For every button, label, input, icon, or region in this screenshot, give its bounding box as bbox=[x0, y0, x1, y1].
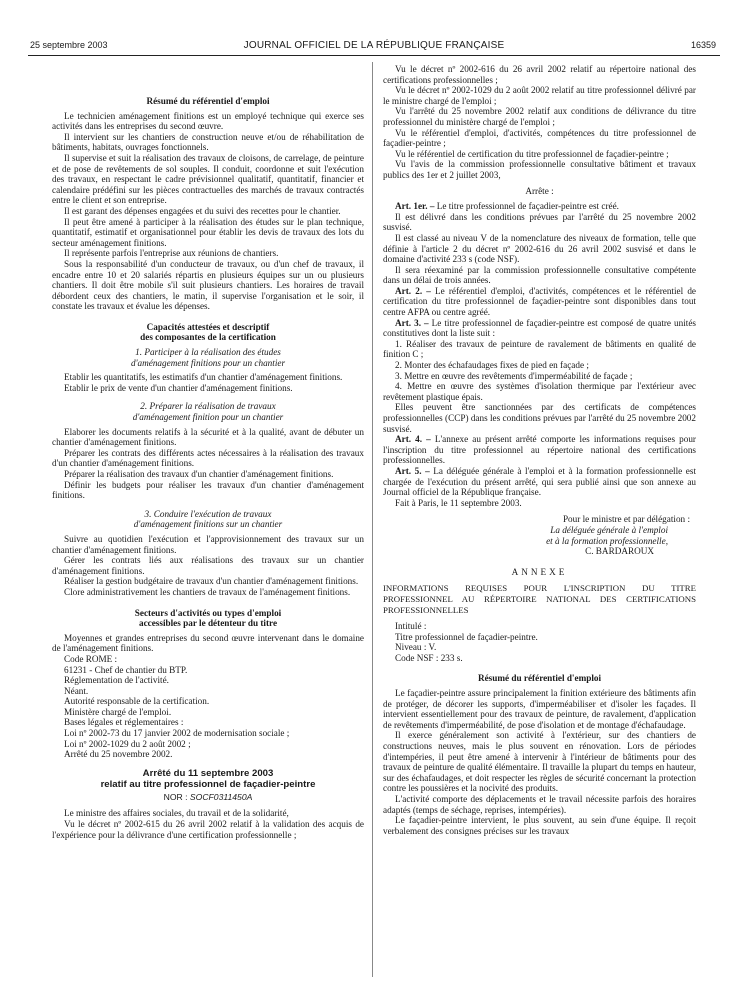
paragraph: Il supervise et suit la réalisation des travaux de cloisons, de carrelage, de peinture et de pose de revêtements de sol souples. Il conduit, coordonne et suit l'exécution des travaux, en respectant le cadre prévisionnel qualitatif, quantitatif, financier et calendaire prédéfini sur les pièces contractuelles des marchés de travaux contractés entre le client et son entreprise. bbox=[52, 152, 364, 206]
header-date: 25 septembre 2003 bbox=[30, 40, 108, 50]
annex-info-heading: INFORMATIONS REQUISES POUR L'INSCRIPTION DU TITRE PROFESSIONNEL AU RÉPERTOIRE NATIONAL DES CERTIFICATIONS PROFESSIONNELLES bbox=[383, 583, 696, 615]
paragraph: Il sera réexaminé par la commission professionnelle consultative compétente dans un délai de trois années. bbox=[383, 264, 696, 286]
paragraph: Gérer les contrats liés aux réalisations des travaux sur un chantier d'aménagement finitions. bbox=[52, 555, 364, 576]
signature-title: La déléguée générale à l'emploi bbox=[550, 524, 668, 535]
list-line: Réglementation de l'activité. bbox=[64, 675, 169, 686]
list-line: Loi nº 2002-73 du 17 janvier 2002 de modernisation sociale ; bbox=[64, 728, 290, 739]
annex-line: Code NSF : 233 s. bbox=[395, 652, 463, 663]
list-item: 3. Mettre en œuvre des revêtements d'imperméabilité de façade ; bbox=[395, 370, 633, 381]
list-item: 4. Mettre en œuvre des systèmes d'isolation thermique par l'extérieur avec revêtement plastique épais. bbox=[383, 381, 696, 402]
subsection-heading: d'aménagement finitions pour un chantier bbox=[130, 357, 286, 368]
header-page-number: 16359 bbox=[690, 40, 716, 50]
left-column bbox=[52, 90, 364, 840]
paragraph: Le façadier-peintre intervient, le plus souvent, au sein d'une équipe. Il reçoit verbalement des consignes précises sur les travaux bbox=[383, 815, 696, 836]
paragraph: Etablir les quantitatifs, les estimatifs d'un chantier d'aménagement finitions. bbox=[64, 372, 343, 383]
paragraph: Réaliser la gestion budgétaire de travaux d'un chantier d'aménagement finitions. bbox=[64, 576, 359, 587]
paragraph: Il exerce généralement son activité à l'extérieur, sur des chantiers de constructions neuves, mais le plus souvent en rénovation. Lors de périodes d'intempéries, il peut être amené à intervenir à l'intérieur de bâtiments pour des travaux de peinture de qualité élémentaire. Il travaille la plupart du temps en hauteur, sur des échafaudages, et doit respecter les règles de sécurité concernant la protection contre les poussières et la nocivité des produits. bbox=[383, 730, 696, 794]
paragraph: Etablir le prix de vente d'un chantier d'aménagement finitions. bbox=[64, 382, 293, 393]
subsection-heading: d'aménagement finitions sur un chantier bbox=[133, 519, 283, 530]
paragraph: Il est délivré dans les conditions prévues par l'arrêté du 25 novembre 2002 susvisé. bbox=[383, 211, 696, 233]
article-label: Art. 4. – bbox=[395, 434, 431, 445]
visa-line: Vu le référentiel de certification du titre professionnel de façadier-peintre ; bbox=[395, 148, 669, 159]
list-item: 2. Monter des échafaudages fixes de pied en façade ; bbox=[395, 360, 589, 371]
signature-place-date: Fait à Paris, le 11 septembre 2003. bbox=[395, 497, 522, 508]
paragraph: Il représente parfois l'entreprise aux réunions de chantiers. bbox=[64, 248, 279, 259]
article-text: Le titre professionnel de façadier-peintre est créé. bbox=[436, 201, 619, 212]
subsection-heading: 1. Participer à la réalisation des études bbox=[135, 347, 281, 358]
signature-title: et à la formation professionnelle, bbox=[546, 535, 668, 546]
paragraph: Clore administrativement les chantiers de travaux de l'aménagement finitions. bbox=[64, 586, 351, 597]
signature-delegation: Pour le ministre et par délégation : bbox=[562, 514, 690, 525]
annex-line: Titre professionnel de façadier-peintre. bbox=[395, 631, 538, 642]
paragraph: Il intervient sur les chantiers de construction neuve et/ou de réhabilitation de bâtiments, habitats, ouvrages fonctionnels. bbox=[52, 131, 364, 153]
article-label: Art. 3. – bbox=[395, 317, 429, 328]
article-label: Art. 2. – bbox=[395, 285, 431, 296]
paragraph: Le façadier-peintre assure principalement la finition extérieure des bâtiments afin de protéger, de décorer les supports, d'imperméabiliser et d'isoler les façades. Il intervient essentiellement pour des travaux de peinture, de ravalement, d'application de revêtements d'imperméabilité, de pose d'isolation et de montage d'échafaudage. bbox=[383, 688, 696, 730]
annex-heading: ANNEXE bbox=[511, 566, 568, 577]
article-label: Art. 1er. – bbox=[395, 201, 435, 212]
section-heading: Capacités attestées et descriptif bbox=[146, 321, 270, 332]
arrete-heading: Arrête : bbox=[525, 185, 554, 196]
visa-line: Vu le référentiel d'emploi, d'activités, compétences du titre professionnel de façadier-peintre ; bbox=[383, 127, 696, 149]
list-line: Autorité responsable de la certification. bbox=[64, 696, 210, 707]
paragraph: Préparer les contrats des différents actes nécessaires à la réalisation des travaux d'un chantier d'aménagement finitions. bbox=[52, 447, 364, 469]
annex-line: Intitulé : bbox=[395, 621, 427, 632]
list-line: Loi nº 2002-1029 du 2 août 2002 ; bbox=[64, 738, 191, 749]
section-heading: Résumé du référentiel d'emploi bbox=[146, 96, 270, 106]
paragraph: Le ministre des affaires sociales, du travail et de la solidarité, bbox=[64, 808, 289, 819]
list-line: 61231 - Chef de chantier du BTP. bbox=[64, 664, 188, 675]
signature-name: C. BARDAROUX bbox=[585, 546, 654, 557]
paragraph: Définir les budgets pour réaliser les travaux d'un chantier d'aménagement finitions. bbox=[52, 479, 364, 501]
subsection-heading: d'aménagement finition pour un chantier bbox=[132, 412, 284, 423]
subsection-heading: 2. Préparer la réalisation de travaux bbox=[140, 401, 276, 412]
paragraph: Préparer la réalisation des travaux d'un chantier d'aménagement finitions. bbox=[64, 469, 334, 479]
list-line: Néant. bbox=[64, 685, 89, 696]
nor-label: NOR : bbox=[163, 791, 188, 802]
list-line: Arrêté du 25 novembre 2002. bbox=[64, 749, 173, 760]
section-heading: des composantes de la certification bbox=[140, 332, 276, 343]
paragraph: Le technicien aménagement finitions est un employé technique qui exerce ses activités dans les entreprises du second œuvre. bbox=[52, 110, 364, 132]
visa-line: Vu l'arrêté du 25 novembre 2002 relatif aux conditions de délivrance du titre professionnel du ministère chargé de l'emploi ; bbox=[383, 106, 696, 127]
article-text: Le titre professionnel de façadier-peintre est composé de quatre unités constitutives dont la liste suit : bbox=[383, 317, 696, 339]
decree-subtitle: relatif au titre professionnel de façadier-peintre bbox=[100, 778, 316, 790]
subsection-heading: 3. Conduire l'exécution de travaux bbox=[144, 508, 272, 519]
article-text: L'annexe au présent arrêté comporte les informations requises pour l'inscription du titre professionnel au répertoire national des certifications professionnelles. bbox=[383, 434, 696, 466]
visa-line: Vu l'avis de la commission professionnelle consultative bâtiment et travaux publics des 1er et 2 juillet 2003, bbox=[383, 159, 696, 180]
article-2 bbox=[383, 286, 696, 318]
article-text: Le référentiel d'emploi, d'activités, compétences et le référentiel de certification du titre professionnel de façadier-peintre sont disponibles dans tout centre AFPA ou centre agréé. bbox=[383, 285, 696, 318]
article-5 bbox=[383, 466, 696, 498]
right-column bbox=[383, 64, 696, 836]
article-3 bbox=[383, 318, 696, 339]
paragraph: Sous la responsabilité d'un conducteur de travaux, ou d'un chef de travaux, il encadre entre 10 et 20 salariés répartis en plusieurs équipes sur un ou plusieurs chantiers. Il doit être mobile s'il suit plusieurs chantiers. Les horaires de travail débordent ceux des chantiers, le matin, il supervise l'organisation et le soir, il constate les travaux et évalue les dépenses. bbox=[52, 258, 364, 312]
paragraph: L'activité comporte des déplacements et le travail nécessite parfois des horaires adaptés (temps de séchage, reprises, intempéries). bbox=[383, 794, 696, 815]
article-4 bbox=[383, 434, 696, 466]
article-text: La déléguée générale à l'emploi et à la formation professionnelle est chargée de l'exécution du présent arrêté, qui sera publié ainsi que son annexe au Journal officiel de la République française. bbox=[383, 465, 697, 498]
column-divider bbox=[372, 62, 373, 977]
header-rule bbox=[28, 55, 720, 56]
list-item: 1. Réaliser des travaux de peinture de ravalement de bâtiments en qualité de finition C ; bbox=[383, 338, 696, 360]
paragraph: Elles peuvent être sanctionnées par des certificats de compétences professionnelles (CCP) dans les conditions prévues par l'arrêté du 25 novembre 2002 susvisé. bbox=[383, 402, 696, 434]
nor-reference bbox=[52, 792, 364, 803]
header-title: JOURNAL OFFICIEL DE LA RÉPUBLIQUE FRANÇAISE bbox=[243, 40, 505, 51]
nor-code: SOCF0311450A bbox=[189, 791, 253, 802]
visa-line: Vu le décret nº 2002-616 du 26 avril 2002 relatif au répertoire national des certifications professionnelles ; bbox=[383, 64, 696, 85]
paragraph: Elaborer les documents relatifs à la sécurité et à la qualité, avant de débuter un chantier d'aménagement finitions. bbox=[52, 426, 364, 448]
annex-line: Niveau : V. bbox=[395, 642, 437, 653]
article-label: Art. 5. – bbox=[395, 465, 430, 476]
section-heading: accessibles par le détenteur du titre bbox=[138, 618, 278, 629]
section-heading: Résumé du référentiel d'emploi bbox=[477, 673, 602, 684]
article-1 bbox=[383, 201, 696, 212]
paragraph: Moyennes et grandes entreprises du second œuvre intervenant dans le domaine de l'aménagement finitions. bbox=[52, 632, 364, 654]
list-line: Bases légales et réglementaires : bbox=[64, 717, 184, 728]
visa-line: Vu le décret nº 2002-1029 du 2 août 2002 relatif au titre professionnel délivré par le ministre chargé de l'emploi ; bbox=[383, 85, 696, 106]
section-heading: Secteurs d'activités ou types d'emploi bbox=[134, 607, 282, 618]
paragraph: Suivre au quotidien l'exécution et l'approvisionnement des travaux sur un chantier d'aménagement finitions. bbox=[52, 533, 364, 555]
decree-title: Arrêté du 11 septembre 2003 bbox=[142, 767, 274, 779]
list-line: Code ROME : bbox=[64, 653, 118, 664]
paragraph: Il est classé au niveau V de la nomenclature des niveaux de formation, telle que définie à l'article 2 du décret nº 2002-616 du 26 avril 2002 susvisé et dans le domaine d'activité 233 s (code NSF). bbox=[383, 232, 696, 265]
list-line: Ministère chargé de l'emploi. bbox=[64, 706, 172, 717]
paragraph: Vu le décret nº 2002-615 du 26 avril 2002 relatif à la validation des acquis de l'expérience pour la délivrance d'une certification professionnelle ; bbox=[52, 819, 364, 840]
paragraph: Il est garant des dépenses engagées et du suivi des recettes pour le chantier. bbox=[64, 205, 341, 216]
paragraph: Il peut être amené à participer à la réalisation des études sur le plan technique, quantitatif, estimatif et organisationnel pour établir les devis de travaux des lots du secteur aménagement finitions. bbox=[52, 216, 364, 248]
